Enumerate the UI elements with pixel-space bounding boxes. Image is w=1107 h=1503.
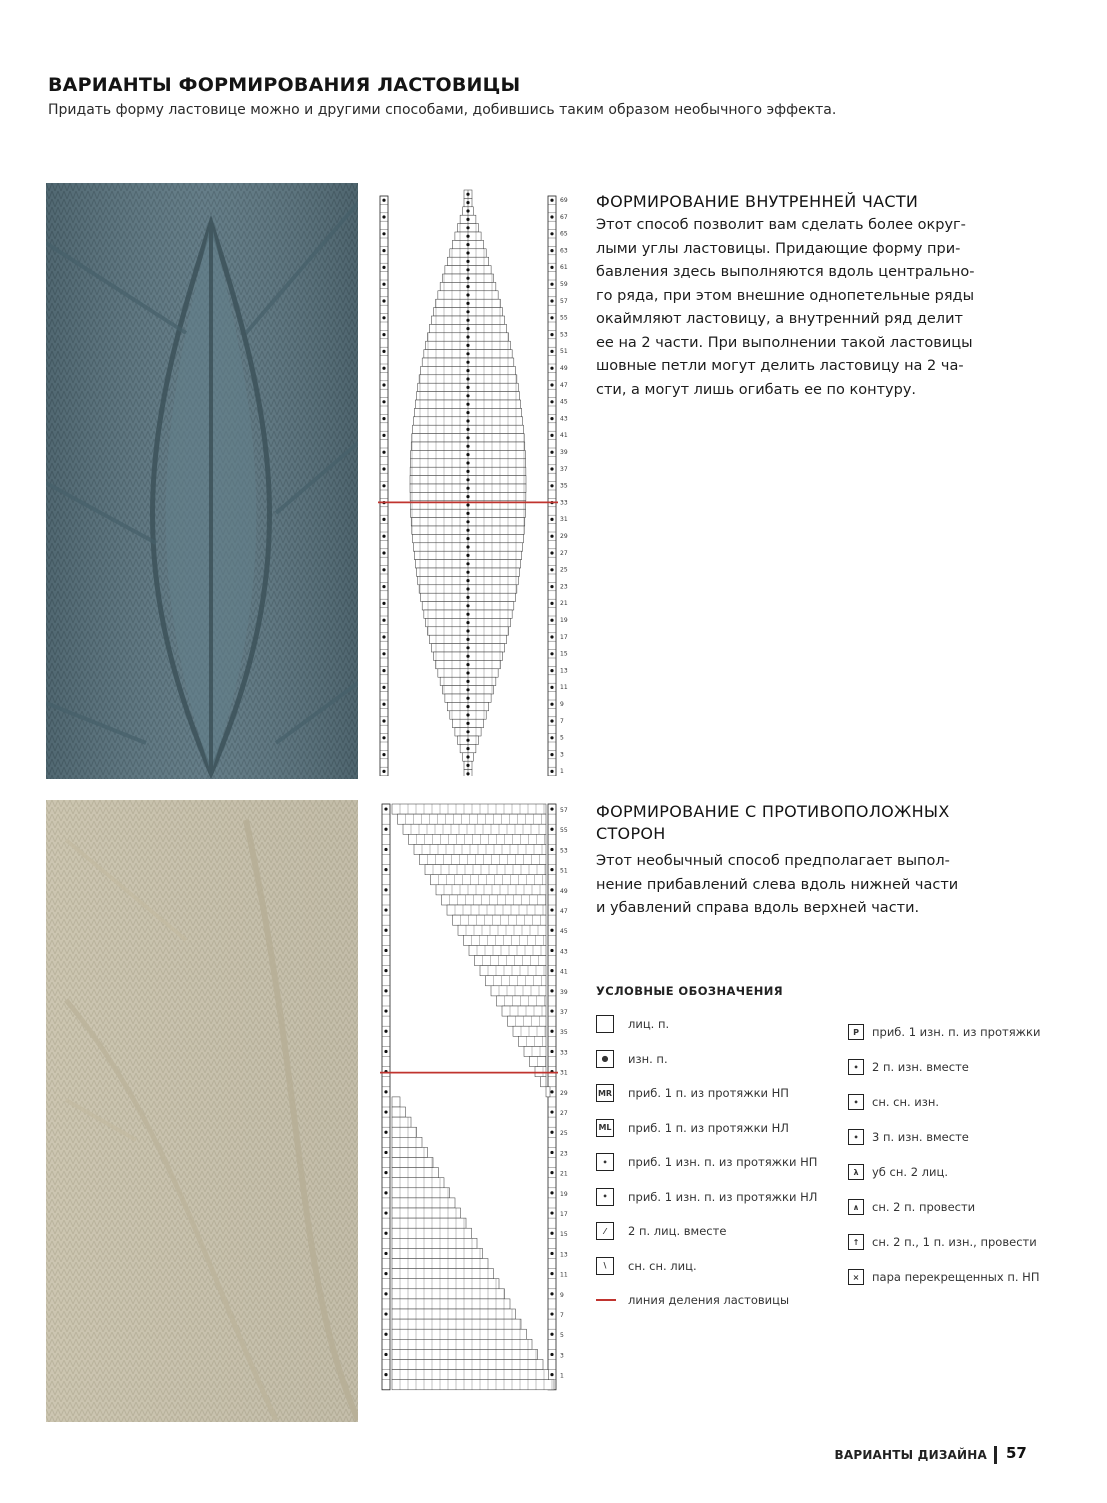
row-number: 3 <box>560 1352 564 1360</box>
legend-label: 3 п. изн. вместе <box>872 1130 969 1144</box>
row-number: 45 <box>560 398 568 406</box>
knit-photo-beige <box>46 800 358 1422</box>
legend-label: приб. 1 изн. п. из протяжки <box>872 1025 1041 1039</box>
row-number: 49 <box>560 887 568 895</box>
section1-text <box>596 214 974 402</box>
legend-item <box>596 1187 817 1207</box>
row-number: 43 <box>560 948 568 956</box>
stitch-symbol-icon: \ <box>596 1257 614 1275</box>
row-number: 17 <box>560 1211 568 1218</box>
stitch-symbol-icon: λ <box>848 1164 864 1180</box>
legend-item <box>848 1162 948 1182</box>
text-line: СТОРОН <box>596 824 666 843</box>
row-number: 25 <box>560 566 568 574</box>
row-number: 9 <box>560 1291 564 1299</box>
row-number: 19 <box>560 1190 568 1198</box>
text-line: шовные петли могут делить ластовицу на 2 ча- <box>596 358 964 374</box>
legend-title: УСЛОВНЫЕ ОБОЗНАЧЕНИЯ <box>596 984 784 998</box>
row-number: 15 <box>560 1231 568 1239</box>
legend-label: сн. сн. изн. <box>872 1095 940 1109</box>
row-number: 5 <box>560 734 564 742</box>
row-number: 69 <box>560 197 568 204</box>
legend-label: сн. сн. лиц. <box>628 1258 697 1273</box>
legend-label: лиц. п. <box>628 1017 670 1031</box>
section2-text <box>596 850 958 921</box>
row-number: 47 <box>560 381 568 389</box>
page-title: ВАРИАНТЫ ФОРМИРОВАНИЯ ЛАСТОВИЦЫ <box>48 74 521 96</box>
row-number: 57 <box>560 807 568 814</box>
stitch-symbol-icon: MR <box>596 1084 614 1102</box>
text-line: ее на 2 части. При выполнении такой ластовицы <box>596 334 973 351</box>
legend-item <box>848 1267 1039 1287</box>
text-line: бавления здесь выполняются вдоль центрально- <box>596 264 975 280</box>
stitch-symbol-icon: ∧ <box>848 1199 864 1215</box>
footer-section-name: ВАРИАНТЫ ДИЗАЙНА <box>834 1448 987 1462</box>
row-number: 55 <box>560 314 568 322</box>
row-number: 3 <box>560 751 564 759</box>
row-number: 67 <box>560 213 568 221</box>
row-number: 5 <box>560 1332 564 1340</box>
legend-item <box>596 1014 669 1034</box>
text-line: лыми углы ластовицы. Придающие форму при- <box>596 240 961 257</box>
row-number: 7 <box>560 1312 564 1319</box>
text-line: ФОРМИРОВАНИЕ С ПРОТИВОПОЛОЖНЫХ <box>596 802 950 821</box>
legend-item <box>848 1197 975 1217</box>
row-number: 41 <box>560 968 568 976</box>
knitting-chart-inner <box>376 176 576 776</box>
row-number: 39 <box>560 988 568 996</box>
stitch-symbol-icon: ML <box>596 1119 614 1137</box>
row-number: 39 <box>560 449 568 456</box>
row-number: 45 <box>560 928 568 936</box>
stitch-symbol-icon: • <box>848 1129 864 1145</box>
stitch-symbol-icon <box>596 1015 614 1033</box>
row-number: 59 <box>560 281 568 288</box>
text-line: го ряда, при этом внешние однопетельные ряды <box>596 287 975 304</box>
row-number: 7 <box>560 717 564 725</box>
legend-label: пара перекрещенных п. НП <box>872 1270 1040 1284</box>
row-number: 17 <box>560 633 568 641</box>
row-number: 53 <box>560 847 568 855</box>
legend-item <box>848 1232 1037 1252</box>
row-number: 19 <box>560 617 568 624</box>
legend-item <box>596 1049 668 1069</box>
row-number: 61 <box>560 264 568 272</box>
legend-item <box>848 1022 1040 1042</box>
legend-label: приб. 1 изн. п. из протяжки НП <box>628 1155 818 1169</box>
knitting-chart-opposite <box>376 798 576 1406</box>
legend-label: сн. 2 п., 1 п. изн., провести <box>872 1235 1037 1249</box>
row-number: 27 <box>560 549 568 557</box>
row-number: 31 <box>560 1069 568 1077</box>
legend-item <box>596 1152 817 1172</box>
stitch-symbol-icon: ↑ <box>848 1234 864 1250</box>
section1-title: ФОРМИРОВАНИЕ ВНУТРЕННЕЙ ЧАСТИ <box>596 192 919 211</box>
row-number: 15 <box>560 650 568 658</box>
row-number: 1 <box>560 768 564 776</box>
legend-item <box>596 1118 789 1138</box>
legend-label: приб. 1 п. из протяжки НЛ <box>628 1120 789 1135</box>
text-line: окаймляют ластовицу, а внутренний ряд делит <box>596 311 963 327</box>
row-number: 63 <box>560 247 568 255</box>
row-number: 47 <box>560 908 568 915</box>
row-number: 51 <box>560 348 568 356</box>
legend-item <box>596 1256 697 1276</box>
row-number: 29 <box>560 1089 568 1097</box>
stitch-symbol-icon: • <box>596 1188 614 1206</box>
legend-item <box>596 1290 789 1310</box>
row-number: 1 <box>560 1372 564 1380</box>
row-number: 21 <box>560 1170 568 1178</box>
page-subtitle: Придать форму ластовице можно и другими способами, добившись таким образом необычного эффекта. <box>48 102 837 118</box>
legend-label: приб. 1 изн. п. из протяжки НЛ <box>628 1189 818 1204</box>
row-number: 35 <box>560 1029 568 1037</box>
row-number: 55 <box>560 827 568 835</box>
row-number: 41 <box>560 432 568 440</box>
text-line: нение прибавлений слева вдоль нижней части <box>596 876 959 893</box>
text-line: сти, а могут лишь огибать ее по контуру. <box>596 381 917 398</box>
row-number: 23 <box>560 583 568 591</box>
stitch-symbol-icon: ⨯ <box>848 1269 864 1285</box>
divider-line-symbol <box>596 1299 616 1301</box>
row-number: 13 <box>560 1251 568 1259</box>
legend-item <box>848 1092 939 1112</box>
legend-label: приб. 1 п. из протяжки НП <box>628 1086 789 1100</box>
stitch-symbol-icon: • <box>848 1059 864 1075</box>
legend-item <box>596 1083 789 1103</box>
row-number: 29 <box>560 533 568 540</box>
row-number: 11 <box>560 684 568 692</box>
legend-label: линия деления ластовицы <box>628 1293 790 1307</box>
text-line: Этот способ позволит вам сделать более округ- <box>596 217 966 233</box>
row-number: 37 <box>560 1009 568 1016</box>
stitch-symbol-icon: ⁄ <box>596 1222 614 1240</box>
legend-label: сн. 2 п. провести <box>872 1200 976 1214</box>
section2-title <box>596 801 950 845</box>
legend-item <box>596 1221 726 1241</box>
row-number: 35 <box>560 482 568 490</box>
row-number: 21 <box>560 600 568 608</box>
stitch-symbol-icon: ● <box>596 1050 614 1068</box>
stitch-symbol-icon: • <box>848 1094 864 1110</box>
knit-photo-blue <box>46 183 358 779</box>
row-number: 9 <box>560 701 564 708</box>
row-number: 53 <box>560 331 568 339</box>
row-number: 49 <box>560 365 568 372</box>
stitch-symbol-icon: • <box>596 1153 614 1171</box>
row-number: 57 <box>560 297 568 305</box>
row-number: 31 <box>560 516 568 524</box>
row-number: 13 <box>560 667 568 675</box>
footer-divider <box>994 1446 997 1464</box>
row-number: 65 <box>560 230 568 238</box>
row-number: 37 <box>560 465 568 473</box>
text-line: Этот необычный способ предполагает выпол- <box>596 853 950 869</box>
row-number: 33 <box>560 1049 568 1057</box>
row-number: 51 <box>560 867 568 875</box>
legend-label: 2 п. изн. вместе <box>872 1060 969 1074</box>
row-number: 43 <box>560 415 568 423</box>
page-number: 57 <box>1006 1444 1027 1462</box>
legend-label: изн. п. <box>628 1051 668 1066</box>
legend-label: 2 п. лиц. вместе <box>628 1224 727 1238</box>
row-number: 23 <box>560 1150 568 1158</box>
row-number: 33 <box>560 499 568 507</box>
stitch-symbol-icon: P <box>848 1024 864 1040</box>
row-number: 25 <box>560 1130 568 1138</box>
row-number: 27 <box>560 1110 568 1117</box>
row-number: 11 <box>560 1271 568 1279</box>
legend-label: уб сн. 2 лиц. <box>872 1165 948 1179</box>
text-line: и убавлений справа вдоль верхней части. <box>596 900 920 916</box>
legend-item <box>848 1057 969 1077</box>
legend-item <box>848 1127 969 1147</box>
